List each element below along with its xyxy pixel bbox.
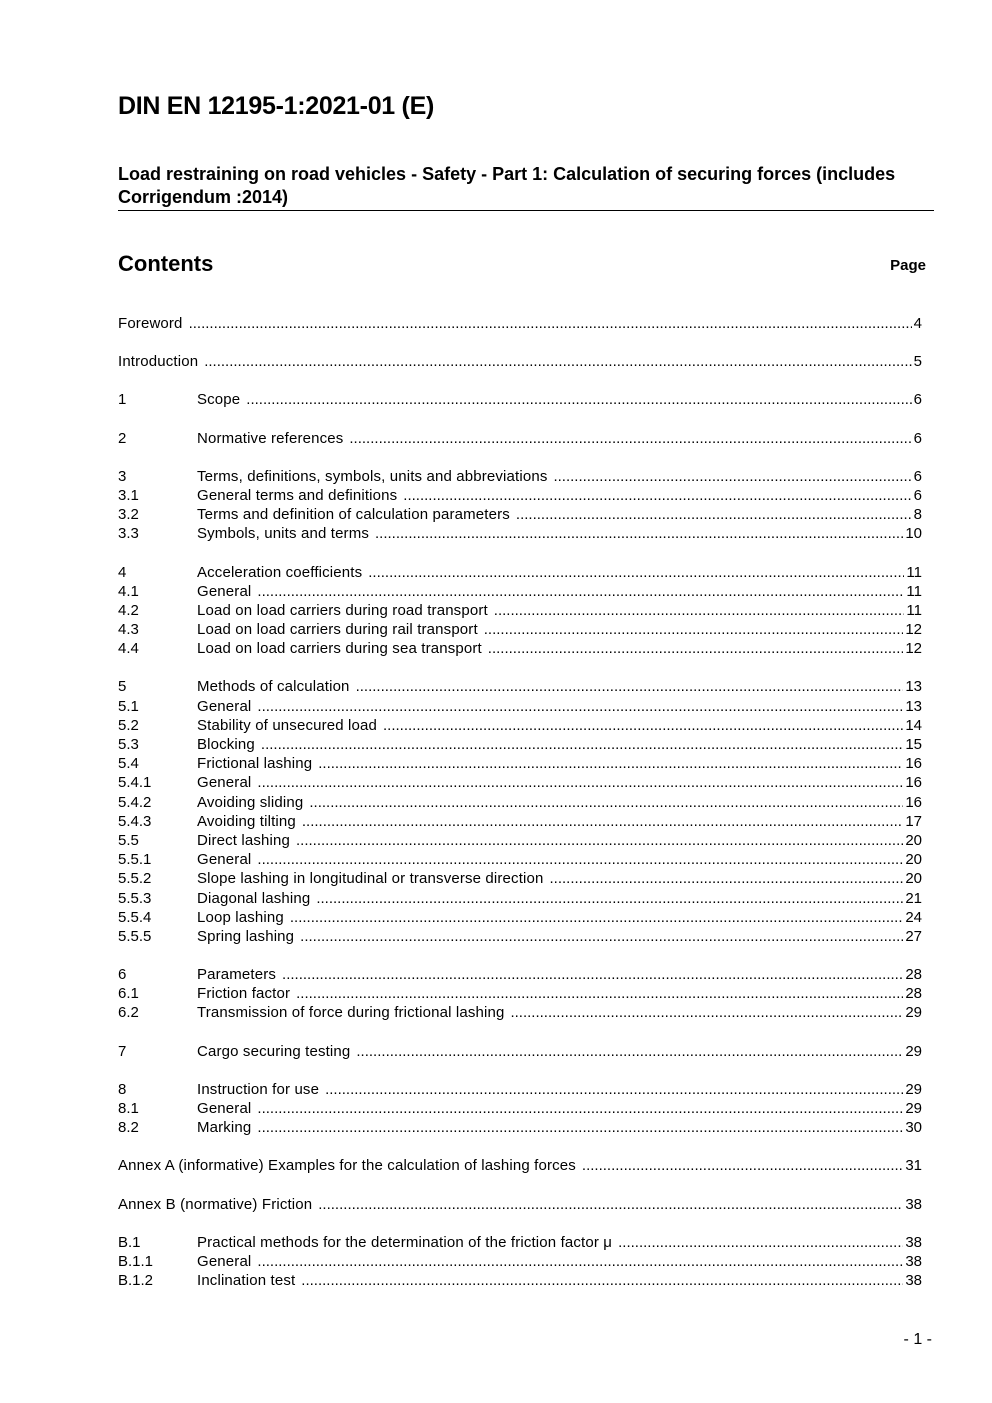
toc-entry-page: 6 xyxy=(913,467,922,485)
toc-entry[interactable] xyxy=(118,487,922,506)
toc-entry-title: Symbols, units and terms xyxy=(197,525,369,543)
toc-entry-number: 3.2 xyxy=(118,506,139,524)
toc-dot-leader xyxy=(257,1253,903,1270)
toc-entry-page: 13 xyxy=(905,678,922,696)
toc-dot-leader xyxy=(356,1043,903,1060)
toc-dot-leader xyxy=(582,1157,903,1174)
toc-entry[interactable] xyxy=(118,1081,922,1100)
toc-entry-title: Scope xyxy=(197,391,241,409)
toc-dot-leader xyxy=(301,1272,903,1289)
toc-entry-number: 5.5 xyxy=(118,831,139,849)
toc-entry-title: General xyxy=(197,697,252,715)
toc-entry-number: 4.3 xyxy=(118,621,139,639)
toc-entry-page: 16 xyxy=(905,774,922,792)
toc-entry[interactable] xyxy=(118,717,922,736)
toc-entry[interactable] xyxy=(118,774,922,793)
toc-dot-leader xyxy=(261,736,903,753)
toc-dot-leader xyxy=(257,583,904,600)
toc-entry[interactable] xyxy=(118,851,922,870)
toc-entry-page: 12 xyxy=(905,621,922,639)
toc-entry[interactable] xyxy=(118,698,922,717)
toc-dot-leader xyxy=(300,928,903,945)
toc-entry-number: 5.4.2 xyxy=(118,793,152,811)
toc-entry[interactable] xyxy=(118,564,922,583)
toc-entry[interactable] xyxy=(118,813,922,832)
toc-entry[interactable] xyxy=(118,1234,922,1253)
toc-entry[interactable] xyxy=(118,353,922,372)
toc-entry-page: 20 xyxy=(905,831,922,849)
toc-dot-leader xyxy=(375,525,903,542)
toc-entry[interactable] xyxy=(118,1253,922,1272)
table-of-contents xyxy=(118,315,922,1291)
toc-entry-title: Parameters xyxy=(197,966,277,984)
toc-dot-leader xyxy=(403,487,911,504)
toc-entry-title: Annex B (normative) Friction xyxy=(118,1195,313,1213)
toc-dot-leader xyxy=(309,794,903,811)
toc-entry-page: 17 xyxy=(905,812,922,830)
toc-dot-leader xyxy=(257,851,903,868)
toc-entry-title: General xyxy=(197,1100,252,1117)
toc-dot-leader xyxy=(246,391,911,408)
toc-entry[interactable] xyxy=(118,1100,922,1119)
toc-dot-leader xyxy=(356,678,904,695)
toc-entry[interactable] xyxy=(118,1157,922,1176)
toc-entry[interactable] xyxy=(118,391,922,410)
toc-entry-page: 10 xyxy=(905,525,922,543)
toc-entry-number: 6 xyxy=(118,966,127,984)
toc-entry-title: Annex A (informative) Examples for the calculation of lashing forces xyxy=(118,1157,576,1175)
toc-entry[interactable] xyxy=(118,890,922,909)
toc-entry-number: B.1.1 xyxy=(118,1252,154,1270)
toc-entry-number: 8.1 xyxy=(118,1100,139,1117)
toc-entry[interactable] xyxy=(118,755,922,774)
toc-entry-title: Normative references xyxy=(197,429,344,447)
toc-entry-page: 6 xyxy=(913,429,922,447)
toc-entry-page: 29 xyxy=(905,1004,922,1022)
toc-entry-title: Terms, definitions, symbols, units and abbreviations xyxy=(197,467,548,485)
toc-dot-leader xyxy=(257,774,903,791)
toc-entry-page: 27 xyxy=(905,927,922,945)
toc-entry-number: B.1 xyxy=(118,1233,141,1251)
toc-dot-leader xyxy=(204,353,911,370)
toc-dot-leader xyxy=(553,468,911,485)
toc-entry-page: 6 xyxy=(913,486,922,504)
toc-entry[interactable] xyxy=(118,640,922,659)
toc-entry-number: 5.2 xyxy=(118,716,139,734)
toc-dot-leader xyxy=(349,430,911,447)
toc-dot-leader xyxy=(257,698,903,715)
toc-entry-title: Direct lashing xyxy=(197,831,290,849)
toc-entry[interactable] xyxy=(118,794,922,813)
toc-entry-title: Marking xyxy=(197,1119,252,1137)
toc-entry-page: 38 xyxy=(905,1272,922,1290)
toc-entry-number: 5.5.3 xyxy=(118,889,152,907)
toc-entry[interactable] xyxy=(118,928,922,947)
toc-dot-leader xyxy=(368,564,904,581)
toc-entry-number: 4.2 xyxy=(118,601,139,619)
toc-entry-title: General xyxy=(197,582,252,600)
toc-dot-leader xyxy=(296,985,903,1002)
toc-entry-page: 8 xyxy=(913,506,922,524)
toc-entry-number: 1 xyxy=(118,391,127,409)
toc-entry-number: 2 xyxy=(118,429,127,447)
toc-entry[interactable] xyxy=(118,736,922,755)
toc-entry-number: 6.2 xyxy=(118,1004,139,1022)
toc-dot-leader xyxy=(318,755,903,772)
toc-entry-title: Transmission of force during frictional lashing xyxy=(197,1004,505,1022)
contents-heading: Contents xyxy=(118,251,214,276)
toc-entry-number: 5.4.3 xyxy=(118,812,152,830)
toc-entry-page: 6 xyxy=(913,391,922,409)
toc-entry[interactable] xyxy=(118,583,922,602)
page-number: - 1 - xyxy=(903,1331,932,1348)
toc-entry-title: Load on load carriers during rail transport xyxy=(197,621,478,639)
toc-entry[interactable] xyxy=(118,525,922,544)
toc-dot-leader xyxy=(316,890,903,907)
toc-entry[interactable] xyxy=(118,602,922,621)
toc-entry[interactable] xyxy=(118,430,922,449)
toc-entry-page: 14 xyxy=(905,716,922,734)
toc-entry-page: 11 xyxy=(906,601,922,619)
toc-entry-title: Slope lashing in longitudinal or transverse direction xyxy=(197,870,544,888)
toc-dot-leader xyxy=(257,1119,903,1136)
toc-entry-page: 28 xyxy=(905,985,922,1003)
toc-entry-title: Spring lashing xyxy=(197,927,295,945)
toc-entry-title: Load on load carriers during sea transport xyxy=(197,640,482,658)
toc-entry-number: 8 xyxy=(118,1080,127,1098)
toc-entry-number: 5.1 xyxy=(118,697,139,715)
toc-entry-number: 4.4 xyxy=(118,640,139,658)
toc-entry-page: 28 xyxy=(905,966,922,984)
title-divider xyxy=(118,210,934,211)
toc-entry-page: 20 xyxy=(905,870,922,888)
toc-entry-page: 24 xyxy=(905,908,922,926)
toc-entry-page: 38 xyxy=(905,1252,922,1270)
toc-entry[interactable] xyxy=(118,621,922,640)
toc-dot-leader xyxy=(290,909,903,926)
toc-entry-page: 29 xyxy=(905,1042,922,1060)
toc-entry-title: Foreword xyxy=(118,315,183,332)
toc-entry-title: Inclination test xyxy=(197,1272,296,1290)
toc-entry-title: Methods of calculation xyxy=(197,678,350,696)
toc-dot-leader xyxy=(494,602,905,619)
toc-entry-page: 21 xyxy=(905,889,922,907)
toc-dot-leader xyxy=(257,1100,903,1117)
toc-entry-title: Avoiding sliding xyxy=(197,793,304,811)
toc-entry-page: 29 xyxy=(905,1100,922,1117)
toc-entry-number: 5.4.1 xyxy=(118,774,152,792)
toc-entry-page: 5 xyxy=(913,353,922,371)
toc-dot-leader xyxy=(549,870,903,887)
toc-dot-leader xyxy=(618,1234,903,1251)
toc-entry-number: 5.5.4 xyxy=(118,908,152,926)
toc-entry-page: 15 xyxy=(905,736,922,753)
toc-entry-title: Loop lashing xyxy=(197,908,284,926)
toc-entry-page: 29 xyxy=(905,1080,922,1098)
toc-entry-title: General terms and definitions xyxy=(197,486,398,504)
toc-entry[interactable] xyxy=(118,909,922,928)
toc-entry-number: 5.5.1 xyxy=(118,851,152,869)
toc-entry-page: 11 xyxy=(906,582,922,600)
toc-entry-title: Diagonal lashing xyxy=(197,889,311,907)
toc-entry-number: 4 xyxy=(118,563,127,581)
toc-entry-number: B.1.2 xyxy=(118,1272,154,1290)
document-title: DIN EN 12195-1:2021-01 (E) xyxy=(118,92,434,120)
toc-entry-page: 38 xyxy=(905,1233,922,1251)
toc-entry-title: Acceleration coefficients xyxy=(197,563,363,581)
toc-entry[interactable] xyxy=(118,1119,922,1138)
toc-entry-page: 31 xyxy=(905,1157,922,1175)
toc-entry-title: Frictional lashing xyxy=(197,755,313,773)
toc-entry-number: 6.1 xyxy=(118,985,139,1003)
toc-entry-title: Avoiding tilting xyxy=(197,812,296,830)
toc-entry[interactable] xyxy=(118,1272,922,1291)
toc-entry[interactable] xyxy=(118,985,922,1004)
toc-entry-page: 11 xyxy=(906,563,922,581)
toc-entry-title: Instruction for use xyxy=(197,1080,320,1098)
toc-entry-number: 5 xyxy=(118,678,127,696)
toc-entry-title: General xyxy=(197,851,252,869)
toc-dot-leader xyxy=(282,966,903,983)
toc-entry[interactable] xyxy=(118,468,922,487)
toc-entry[interactable] xyxy=(118,870,922,889)
toc-dot-leader xyxy=(325,1081,903,1098)
toc-dot-leader xyxy=(484,621,904,638)
toc-entry[interactable] xyxy=(118,1196,922,1215)
toc-entry-title: Cargo securing testing xyxy=(197,1042,351,1060)
toc-entry-number: 4.1 xyxy=(118,582,139,600)
toc-entry-number: 5.4 xyxy=(118,755,139,773)
toc-entry-page: 16 xyxy=(905,755,922,773)
toc-entry-title: Blocking xyxy=(197,736,255,753)
toc-dot-leader xyxy=(318,1196,903,1213)
toc-entry-number: 3.3 xyxy=(118,525,139,543)
toc-entry[interactable] xyxy=(118,1043,922,1062)
toc-entry-title: Introduction xyxy=(118,353,199,371)
toc-dot-leader xyxy=(488,640,904,657)
toc-entry-title: Friction factor xyxy=(197,985,291,1003)
toc-entry[interactable] xyxy=(118,832,922,851)
page-column-label: Page xyxy=(890,257,926,274)
toc-entry-page: 12 xyxy=(905,640,922,658)
document-subtitle: Load restraining on road vehicles - Safety - Part 1: Calculation of securing forces (includes Corrigendum :2014) xyxy=(118,164,896,207)
toc-entry-title: Practical methods for the determination of the friction factor μ xyxy=(197,1233,613,1251)
toc-entry-title: Stability of unsecured load xyxy=(197,716,377,734)
toc-entry[interactable] xyxy=(118,1004,922,1023)
toc-entry-number: 5.5.5 xyxy=(118,927,152,945)
toc-entry-title: General xyxy=(197,1252,252,1270)
toc-entry[interactable] xyxy=(118,966,922,985)
toc-entry-title: General xyxy=(197,774,252,792)
toc-dot-leader xyxy=(189,315,912,332)
toc-entry-page: 38 xyxy=(905,1195,922,1213)
toc-entry[interactable] xyxy=(118,506,922,525)
toc-entry-title: Load on load carriers during road transport xyxy=(197,601,488,619)
toc-dot-leader xyxy=(383,717,903,734)
toc-entry-number: 8.2 xyxy=(118,1119,139,1137)
toc-entry-number: 3.1 xyxy=(118,486,139,504)
toc-entry-page: 13 xyxy=(905,697,922,715)
toc-entry-title: Terms and definition of calculation parameters xyxy=(197,506,510,524)
toc-entry-page: 16 xyxy=(905,793,922,811)
toc-entry-number: 7 xyxy=(118,1042,127,1060)
toc-entry-page: 4 xyxy=(913,315,922,332)
toc-entry-number: 5.5.2 xyxy=(118,870,152,888)
toc-entry[interactable] xyxy=(118,678,922,697)
toc-entry-number: 5.3 xyxy=(118,736,139,753)
toc-entry-page: 20 xyxy=(905,851,922,869)
toc-entry-page: 30 xyxy=(905,1119,922,1137)
toc-dot-leader xyxy=(296,832,903,849)
toc-entry[interactable] xyxy=(118,315,922,334)
toc-dot-leader xyxy=(302,813,903,830)
toc-dot-leader xyxy=(510,1004,903,1021)
toc-dot-leader xyxy=(516,506,912,523)
toc-entry-number: 3 xyxy=(118,467,127,485)
